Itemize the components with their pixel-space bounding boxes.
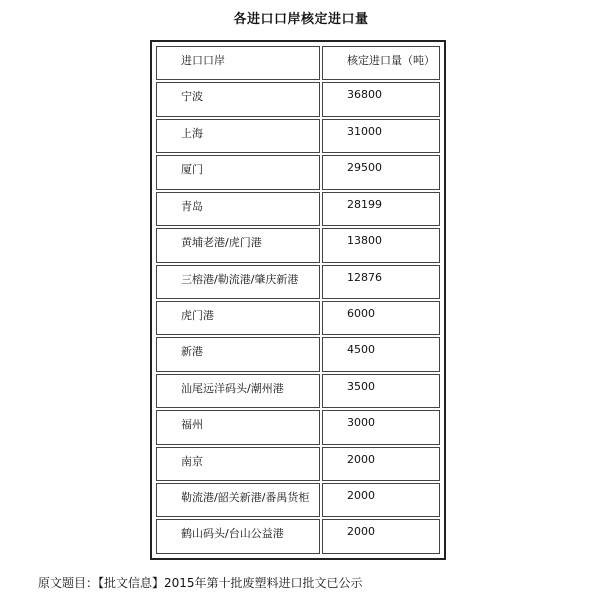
port-cell: 宁波 [156, 82, 320, 116]
table-row [156, 337, 440, 371]
amount-cell: 4500 [322, 337, 440, 371]
table-row [156, 155, 440, 189]
port-cell: 黄埔老港/虎门港 [156, 228, 320, 262]
port-cell: 勒流港/韶关新港/番禺货柜 [156, 483, 320, 517]
table-row [156, 374, 440, 408]
table-row [156, 301, 440, 335]
port-cell: 鹤山码头/台山公益港 [156, 519, 320, 554]
import-quota-table [150, 40, 446, 560]
port-cell: 虎门港 [156, 301, 320, 335]
port-cell: 上海 [156, 119, 320, 153]
table-row [156, 82, 440, 116]
amount-cell: 28199 [322, 192, 440, 226]
amount-cell: 2000 [322, 519, 440, 554]
port-cell: 青岛 [156, 192, 320, 226]
header-port: 进口口岸 [156, 46, 320, 80]
port-cell: 南京 [156, 447, 320, 481]
amount-cell: 3500 [322, 374, 440, 408]
source-caption: 原文题目：【批文信息】2015年第十批废塑料进口批文已公示 [38, 576, 363, 590]
table-row [156, 228, 440, 262]
amount-cell: 2000 [322, 483, 440, 517]
amount-cell: 31000 [322, 119, 440, 153]
table-row [156, 119, 440, 153]
page-title: 各进口口岸核定进口量 [233, 12, 369, 27]
amount-cell: 36800 [322, 82, 440, 116]
amount-cell: 2000 [322, 447, 440, 481]
table-row [156, 519, 440, 554]
table-row [156, 265, 440, 299]
amount-cell: 3000 [322, 410, 440, 444]
port-cell: 三榕港/勒流港/肇庆新港 [156, 265, 320, 299]
amount-cell: 29500 [322, 155, 440, 189]
port-cell: 福州 [156, 410, 320, 444]
port-cell: 厦门 [156, 155, 320, 189]
table-header-row [156, 46, 440, 80]
table-row [156, 410, 440, 444]
data-table [154, 44, 442, 556]
table-row [156, 483, 440, 517]
amount-cell: 6000 [322, 301, 440, 335]
amount-cell: 12876 [322, 265, 440, 299]
header-amount: 核定进口量（吨） [322, 46, 440, 80]
table-row [156, 447, 440, 481]
table-row [156, 192, 440, 226]
amount-cell: 13800 [322, 228, 440, 262]
port-cell: 汕尾远洋码头/潮州港 [156, 374, 320, 408]
port-cell: 新港 [156, 337, 320, 371]
